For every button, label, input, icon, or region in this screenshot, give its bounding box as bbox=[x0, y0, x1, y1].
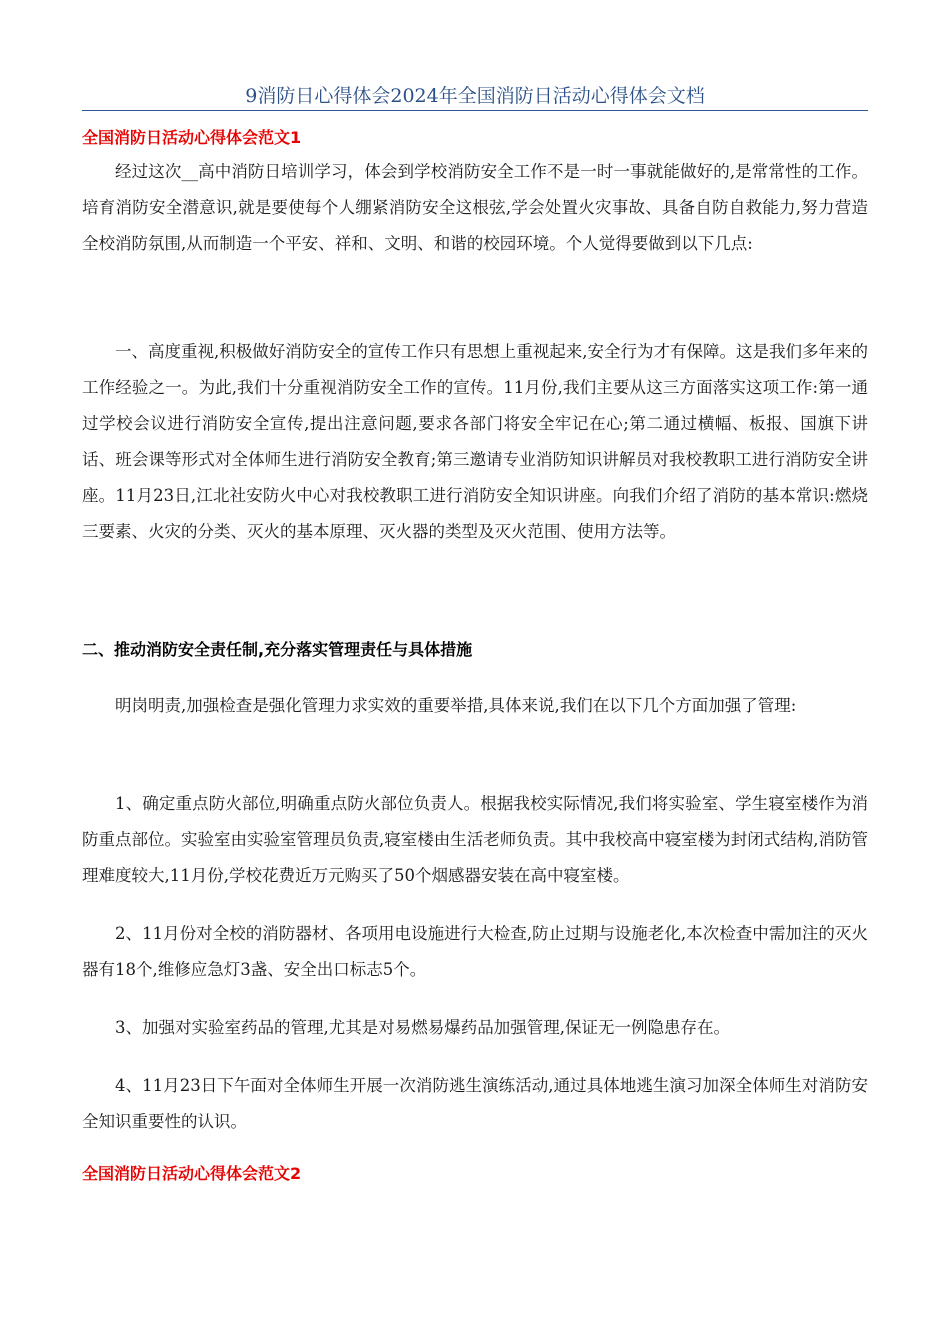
document-header-title: 9消防日心得体会2024年全国消防日活动心得体会文档 bbox=[245, 85, 705, 107]
subheading-point-2: 二、推动消防安全责任制,充分落实管理责任与具体措施 bbox=[82, 640, 473, 659]
header-divider bbox=[82, 110, 868, 111]
section-heading-2: 全国消防日活动心得体会范文2 bbox=[82, 1164, 302, 1183]
paragraph-item-3: 3、加强对实验室药品的管理,尤其是对易燃易爆药品加强管理,保证无一例隐患存在。 bbox=[115, 1018, 730, 1037]
section-heading-1: 全国消防日活动心得体会范文1 bbox=[82, 128, 302, 147]
paragraph-point-2-intro: 明岗明责,加强检查是强化管理力求实效的重要举措,具体来说,我们在以下几个方面加强了管理: bbox=[115, 696, 797, 715]
paragraph-item-1: 1、确定重点防火部位,明确重点防火部位负责人。根据我校实际情况,我们将实验室、学生寝室楼作为消防重点部位。实验室由实验室管理员负责,寝室楼由生活老师负责。其中我校高中寝室楼为封闭式结构,消防管理难度较大,11月份,学校花费近万元购买了50个烟感器安装在高中寝室楼。 bbox=[82, 794, 868, 885]
paragraph-intro: 经过这次__高中消防日培训学习，体会到学校消防安全工作不是一时一事就能做好的,是常常性的工作。培育消防安全潜意识,就是要使每个人绷紧消防安全这根弦,学会处置火灾事故、具备自防自救能力,努力营造全校消防氛围,从而制造一个平安、祥和、文明、和谐的校园环境。个人觉得要做到以下几点: bbox=[82, 162, 868, 253]
paragraph-item-2: 2、11月份对全校的消防器材、各项用电设施进行大检查,防止过期与设施老化,本次检查中需加注的灭火器有18个,维修应急灯3盏、安全出口标志5个。 bbox=[82, 924, 868, 979]
paragraph-item-4: 4、11月23日下午面对全体师生开展一次消防逃生演练活动,通过具体地逃生演习加深全体师生对消防安全知识重要性的认识。 bbox=[82, 1076, 868, 1131]
paragraph-point-1: 一、高度重视,积极做好消防安全的宣传工作只有思想上重视起来,安全行为才有保障。这是我们多年来的工作经验之一。为此,我们十分重视消防安全工作的宣传。11月份,我们主要从这三方面落实这项工作:第一通过学校会议进行消防安全宣传,提出注意问题,要求各部门将安全牢记在心;第二通过横幅、板报、国旗下讲话、班会课等形式对全体师生进行消防安全教育;第三邀请专业消防知识讲解员对我校教职工进行消防安全讲座。11月23日,江北社安防火中心对我校教职工进行消防安全知识讲座。向我们介绍了消防的基本常识:燃烧三要素、火灾的分类、灭火的基本原理、灭火器的类型及灭火范围、使用方法等。 bbox=[82, 342, 868, 541]
